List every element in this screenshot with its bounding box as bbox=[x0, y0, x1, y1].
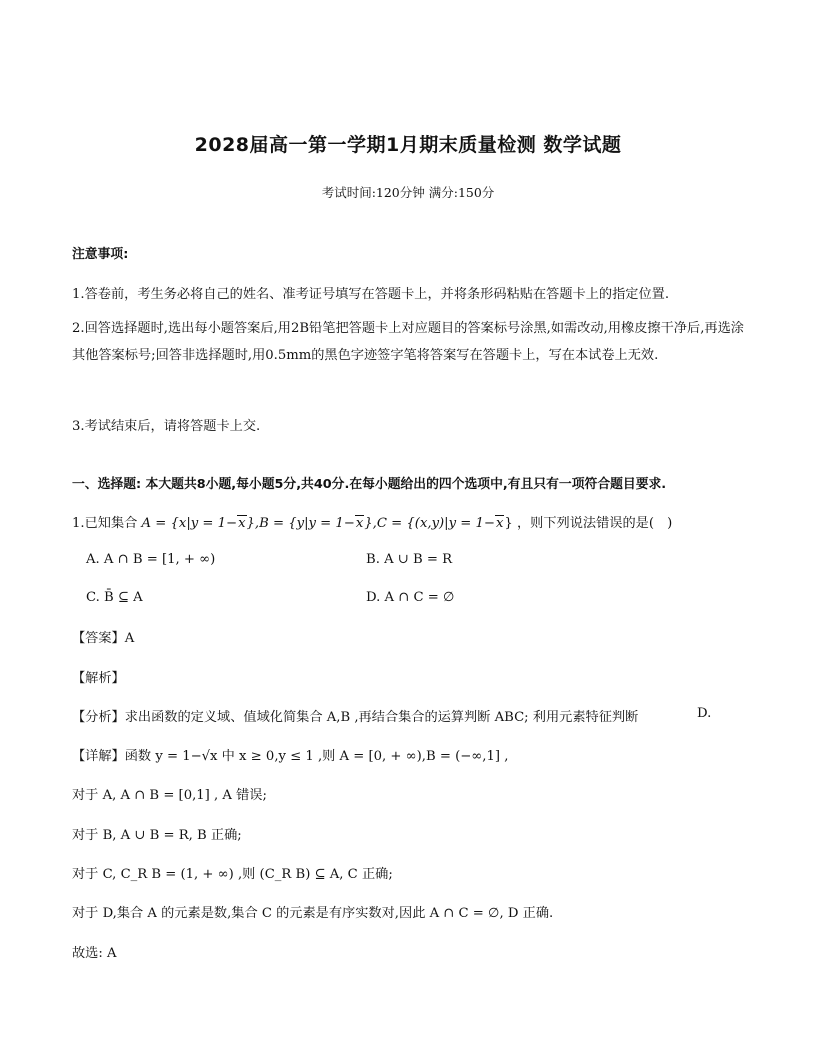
answer-line: 【答案】A bbox=[72, 631, 135, 646]
notice-heading: 注意事项: bbox=[72, 247, 129, 262]
option-b: B. A ∪ B = R bbox=[366, 552, 453, 567]
notice-item-2: 2.回答选择题时,选出每小题答案后,用2B铅笔把答题卡上对应题目的答案标号涂黑,如需改动,用橡皮擦干净后,再选涂其他答案标号;回答非选择题时,用0.5mm的黑色字迹签字笔将答案写在答题卡上，写在本试卷上无效. bbox=[72, 321, 744, 363]
analysis-fenxi: 【分析】求出函数的定义域、值域化简集合 A,B ,再结合集合的运算判断 ABC; 利用元素特征判断 bbox=[72, 710, 639, 725]
notice-item-3: 3.考试结束后，请将答题卡上交. bbox=[72, 419, 261, 434]
notice-item-1: 1.答卷前，考生务必将自己的姓名、准考证号填写在答题卡上，并将条形码粘贴在答题卡上的指定位置. bbox=[72, 287, 670, 302]
set-a-def: A = {x|y = 1− bbox=[141, 516, 238, 531]
question-1-number: 1.已知集合 bbox=[72, 516, 142, 531]
analysis-line-c: 对于 C, C_R B = (1, + ∞) ,则 (C_R B) ⊆ A, C 正确; bbox=[72, 867, 393, 882]
option-c: C. B̄ ⊆ A bbox=[86, 590, 143, 605]
sqrt-x: x bbox=[495, 516, 504, 531]
sqrt-x: x bbox=[355, 516, 364, 531]
analysis-fenxi-d: D. bbox=[697, 706, 712, 721]
exam-subtitle: 考试时间:120分钟 满分:150分 bbox=[321, 185, 495, 200]
analysis-heading: 【解析】 bbox=[72, 671, 125, 686]
analysis-line-a: 对于 A, A ∩ B = [0,1] , A 错误; bbox=[72, 788, 267, 803]
question-1-stem bbox=[72, 512, 672, 531]
set-b-def: },B = {y|y = 1− bbox=[246, 516, 355, 531]
choose-line: 故选: A bbox=[72, 946, 117, 961]
analysis-line-b: 对于 B, A ∪ B = R, B 正确; bbox=[72, 828, 242, 843]
analysis-line-d: 对于 D,集合 A 的元素是数,集合 C 的元素是有序实数对,因此 A ∩ C = ∅, D 正确. bbox=[72, 906, 554, 921]
section-1-heading: 一、选择题: 本大题共8小题,每小题5分,共40分.在每小题给出的四个选项中,有且只有一项符合题目要求. bbox=[72, 477, 667, 492]
question-1-tail: } ，则下列说法错误的是( ) bbox=[504, 516, 673, 531]
set-c-def: },C = {(x,y)|y = 1− bbox=[364, 516, 495, 531]
option-d: D. A ∩ C = ∅ bbox=[366, 590, 455, 605]
option-a: A. A ∩ B = [1, + ∞) bbox=[86, 552, 216, 567]
analysis-detail: 【详解】函数 y = 1−√x 中 x ≥ 0,y ≤ 1 ,则 A = [0, + ∞),B = (−∞,1] , bbox=[72, 749, 509, 764]
sqrt-x: x bbox=[238, 516, 246, 531]
exam-title: 2028届高一第一学期1月期末质量检测 数学试题 bbox=[194, 134, 622, 156]
